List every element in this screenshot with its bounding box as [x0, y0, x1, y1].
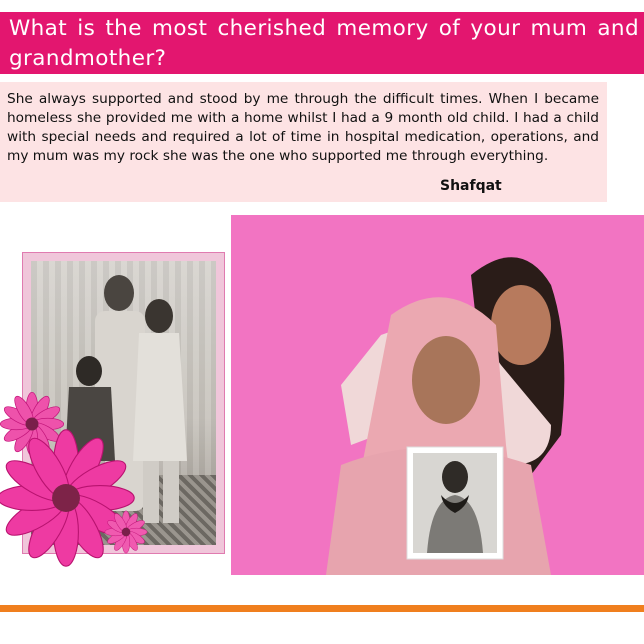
- mother-and-daughter-portrait: [231, 215, 644, 575]
- younger-girl-head: [76, 356, 102, 386]
- father-head: [104, 275, 134, 311]
- title-bar: [0, 12, 644, 74]
- quote-box: [0, 82, 607, 202]
- quote-author: Shafqat: [440, 178, 502, 194]
- portrait-figures: [231, 215, 644, 575]
- quote-text: She always supported and stood by me through the difficult times. When I became homeless she provided me with a home whilst I had a 9 month old child. I had a child with special needs and required a lot of time in hospital medication, operations, and my mum was my rock she was the one who supported me through everything.: [7, 91, 599, 164]
- daughter-face: [491, 285, 551, 365]
- bottom-rule: [0, 605, 644, 612]
- mother-face: [412, 336, 480, 424]
- older-girl-head: [145, 299, 173, 333]
- page-title: What is the most cherished memory of your mum and grandmother?: [9, 16, 639, 71]
- pink-flowers-icon: [0, 390, 150, 590]
